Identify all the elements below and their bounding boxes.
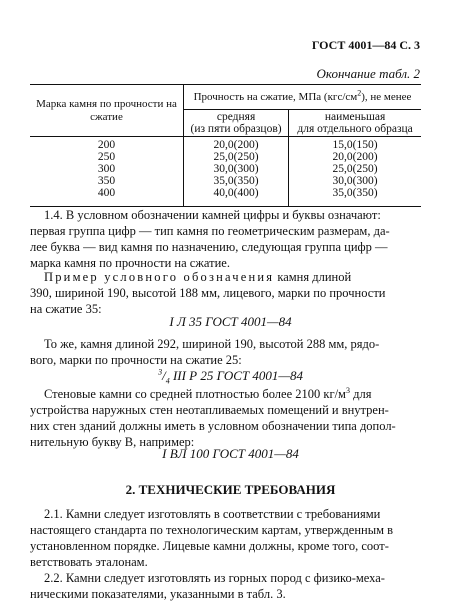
column-average	[184, 137, 289, 207]
table-cell: 400	[97, 187, 116, 199]
page-header: ГОСТ 4001—84 С. 3	[311, 38, 420, 52]
table-cell: 25,0(250)	[332, 163, 378, 175]
table-cell: 40,0(400)	[213, 187, 259, 199]
section-title: 2. ТЕХНИЧЕСКИЕ ТРЕБОВАНИЯ	[125, 482, 336, 497]
table-cell: 30,0(300)	[332, 175, 378, 187]
table-cell: 200	[97, 139, 116, 151]
paragraph-2-2: 2.2. Камни следует изготовлять из горных пород с физико-меха- ническими показателями, указанными в табл. 3.	[30, 571, 385, 601]
table-cell: 350	[97, 175, 116, 187]
table-cell: 15,0(150)	[332, 139, 378, 151]
designation-example: I Л 35 ГОСТ 4001—84	[169, 314, 292, 329]
paragraph-walls: Стеновые камни со средней плотностью более 2100 $кг/м^3$ для устройства наружных стен неотапливаемых помещений и внутрен- них стен зданий должны иметь в условном обозначении типа допол- нительную букву В, например:	[30, 385, 396, 449]
paragraph-example: Пример условного обозначения камня длиной 390, шириной 190, высотой 188 мм, лицевого, марки по прочности на сжатие 35:	[30, 270, 386, 316]
table-cell: 25,0(250)	[213, 151, 259, 163]
paragraph-same: То же, камня длиной 292, шириной 190, высотой 288 мм, рядо- вого, марки по прочности на сжатие 25:	[30, 337, 380, 367]
paragraph-1-4: 1.4. В условном обозначении камней цифры и буквы означают: первая группа цифр — тип камня по геометрическим размерам, да- лее буква — вид камня по назначению, следующая группа цифр — марка камня по прочности на сжатие.	[30, 208, 390, 270]
paragraph-2-1: 2.1. Камни следует изготовлять в соответствии с требованиями настоящего стандарта по технологическим картам, утвержденным в установленном порядке. Лицевые камни должны, кроме того, соот- ветствовать эталонам.	[30, 507, 394, 569]
col-header-mark: Марка камня по прочности на сжатие	[30, 85, 184, 137]
table-cell: 35,0(350)	[332, 187, 378, 199]
designation-same: $^3/_4$ III Р 25 ГОСТ 4001—84	[158, 367, 303, 386]
column-marks	[30, 137, 184, 207]
strength-table	[30, 84, 421, 207]
table-cell: 250	[97, 151, 116, 163]
table-cell: 30,0(300)	[213, 163, 259, 175]
table-cell: 20,0(200)	[213, 139, 259, 151]
col-header-average: средняя (из пяти образцов)	[184, 110, 289, 137]
designation-walls: I ВЛ 100 ГОСТ 4001—84	[162, 446, 299, 461]
col-header-minimum: наименьшая для отдельного образца	[289, 110, 421, 137]
column-minimum	[289, 137, 421, 207]
table-cell: 20,0(200)	[332, 151, 378, 163]
table-caption: Окончание табл. 2	[316, 66, 420, 81]
table-cell: 35,0(350)	[213, 175, 259, 187]
table-cell: 300	[97, 163, 116, 175]
col-header-strength: Прочность на сжатие, МПа $(кгс/см^2)$, не менее	[184, 85, 422, 110]
